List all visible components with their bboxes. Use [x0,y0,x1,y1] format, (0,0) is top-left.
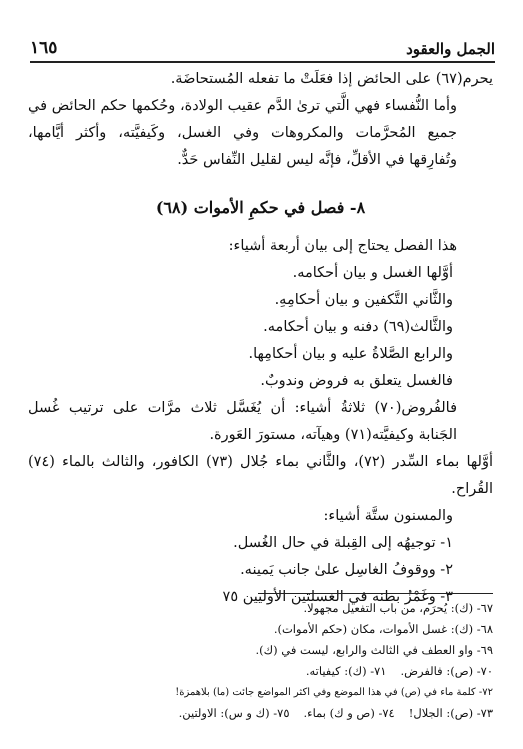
footnote-divider [258,593,493,594]
masnun-item: ٢- ووقوفُ الغاسِل علىٰ جانب يَمينه. [240,562,453,578]
footnote-74: ٧٤- (ص و ك) بماء. [303,706,395,720]
footnote-67: ٦٧- (ك): يُحرَم، من باب التفعيل مجهولا. [303,601,493,615]
footnote-row [33,703,493,724]
footnote-row [33,661,493,682]
footnote-71: ٧١- (ك): كيفياته. [305,664,387,678]
ghusl-line: فالغسل يتعلق به فروض وندوبٌ. [260,373,453,389]
list-item: أوَّلها الغسل و بيان أحكامه. [292,265,453,281]
list-item: والرابع الصَّلاةُ عليه و بيان أحكامِها. [248,346,453,362]
page-number: ١٦٥ [30,38,58,58]
footnotes [33,598,493,724]
masnun-item: ١- توجيهُه إلى القِبلة في حال الغُسل. [233,535,453,551]
masnun-intro: والمسنون ستَّة أشياء: [323,508,453,524]
running-title: الجمل والعقود [406,40,495,58]
main-text [28,66,493,611]
footnote-70: ٧٠- (ص): فالفرض. [400,664,493,678]
paragraph-menstruation: يحرم(٦٧) على الحائض إذا فعَلَتْ ما تفعله المُستحاضَة. [170,71,493,87]
footnote-69: ٦٩- واو العطف في الثالث والرابع، ليست في (ك). [255,643,493,657]
footnote-73: ٧٣- (ص): الجلال! [408,706,493,720]
masnun-item: ٣- وغَمْزُ بطنه في الغسلتين الأوليين ٧٥ [222,589,453,605]
footnote-68: ٦٨- (ك): غسل الأموات، مكان (حكم الأموات). [273,622,493,636]
page-header [30,28,495,63]
footnote-75: ٧٥- (ك و س): الاولتين. [178,706,290,720]
list-item: والثَّاني التَّكفين و بيان أحكامِهِ. [274,292,453,308]
paragraph-waters: أوَّلها بماء السِّدر (٧٢)، والثَّاني بماء جُلال (٧٣) الكافور، والثالث بالماء (٧٤) القُراح. [28,454,493,497]
footnote-72: ٧٢- كلمة ماء في (ص) في هذا الموضع وفي اكثر المواضع جائت (ما) بلاهمزة! [175,687,493,698]
paragraph-furud: فالفُروض(٧٠) ثلاثةُ أشياء: أن يُغَسَّل ثلاث مرَّات على ترتيب غُسل الجَنابة وكيفيَّته(٧١) وهيآته، مستورَ العَورة. [28,400,457,443]
paragraph-nifas: وأما النُّفساء فهي الَّتي ترىٰ الدَّم عقيب الولادة، وحُكمها حكم الحائض في جميع المُحرَّمات والمكروهات وفي الغسل، وكَيفيَّته، وأكثر أيَّامها، وتُفارِقها في الأقلِّ، فإنَّه ليس لقليل النِّفاس حَدٌّ. [28,98,457,168]
section-intro: هذا الفصل يحتاج إلى بيان أربعة أشياء: [228,238,457,254]
list-item: والثَّالث(٦٩) دفنه و بيان أحكامه. [263,319,453,335]
section-heading: ٨- فصل في حكمِ الأموات (٦٨) [155,198,366,217]
